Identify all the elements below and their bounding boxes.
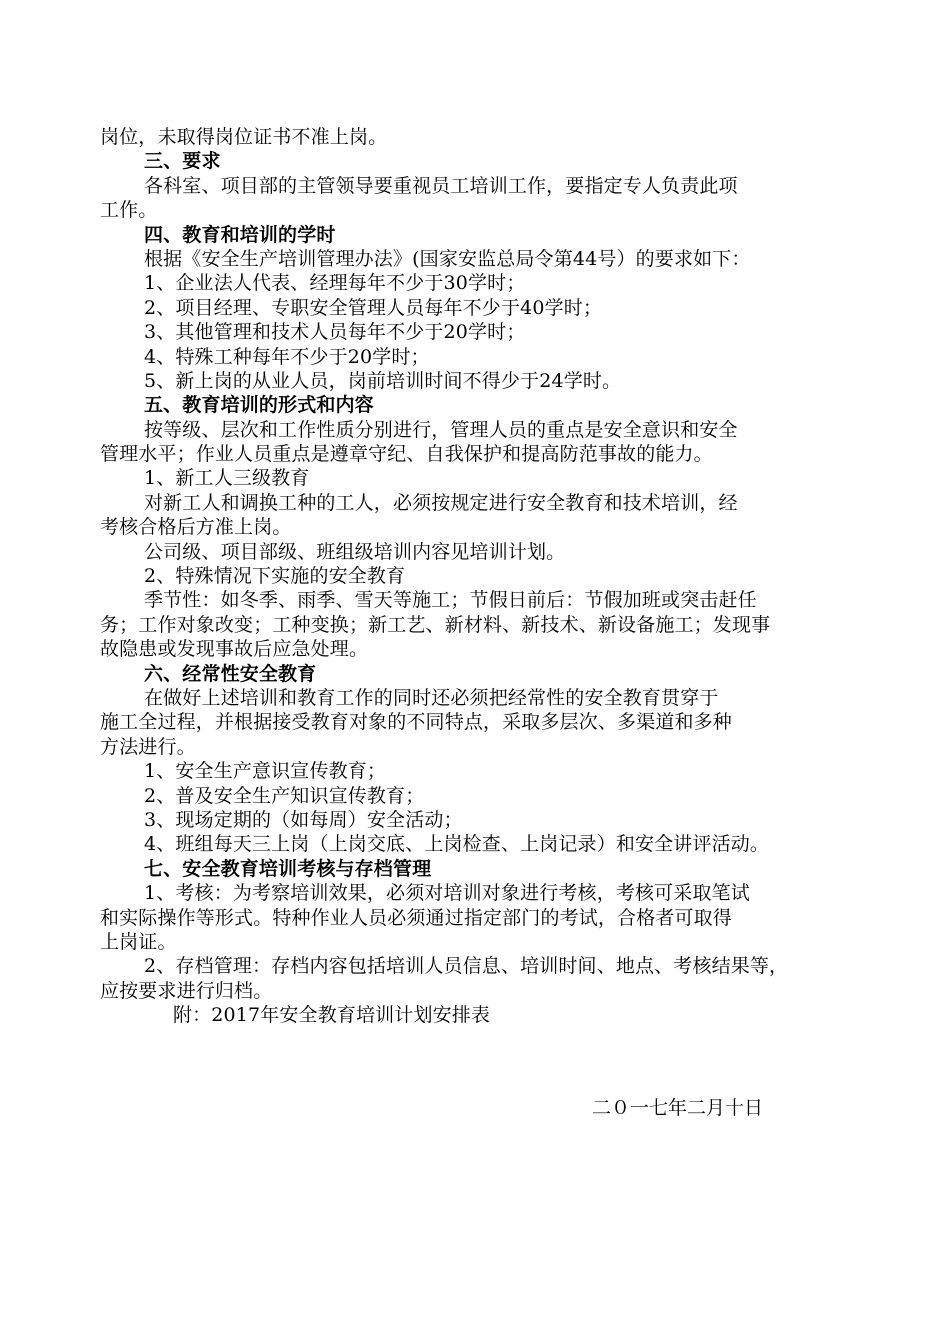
text-line: 季节性：如冬季、雨季、雪天等施工；节假日前后：节假加班或突击赶任 (144, 589, 757, 612)
section-heading: 四、教育和培训的学时 (144, 223, 336, 246)
text-line: 5、新上岗的从业人员，岗前培训时间不得少于24学时。 (144, 369, 622, 392)
text-line: 公司级、项目部级、班组级培训内容见培训计划。 (144, 540, 566, 563)
text-line: 4、特殊工种每年不少于20学时； (144, 345, 430, 368)
section-heading: 七、安全教育培训考核与存档管理 (144, 857, 432, 880)
text-line: 管理水平；作业人员重点是遵章守纪、自我保护和提高防范事故的能力。 (100, 443, 713, 466)
text-line: 附：2017年安全教育培训计划安排表 (173, 1004, 491, 1027)
document-body (100, 125, 830, 1027)
text-line: 3、其他管理和技术人员每年不少于20学时； (144, 321, 526, 344)
text-line: 根据《安全生产培训管理办法》(国家安监总局令第44号）的要求如下： (144, 247, 751, 270)
text-line: 工作。 (100, 199, 158, 222)
text-line: 1、企业法人代表、经理每年不少于30学时； (144, 272, 526, 295)
text-line: 2、特殊情况下实施的安全教育 (144, 565, 406, 588)
text-line: 2、存档管理：存档内容包括培训人员信息、培训时间、地点、考核结果等， (144, 955, 789, 978)
section-heading: 六、经常性安全教育 (144, 662, 317, 685)
text-line: 和实际操作等形式。特种作业人员必须通过指定部门的考试，合格者可取得 (100, 906, 732, 929)
text-line: 2、项目经理、专职安全管理人员每年不少于40学时； (144, 296, 603, 319)
text-line: 上岗证。 (100, 930, 177, 953)
text-line: 按等级、层次和工作性质分别进行，管理人员的重点是安全意识和安全 (144, 418, 738, 441)
text-line: 应按要求进行归档。 (100, 979, 273, 1002)
text-line: 各科室、项目部的主管领导要重视员工培训工作，要指定专人负责此项 (144, 174, 738, 197)
text-line: 务；工作对象改变；工种变换；新工艺、新材料、新技术、新设备施工；发现事 (100, 613, 771, 636)
text-line: 4、班组每天三上岗（上岗交底、上岗检查、上岗记录）和安全讲评活动。 (144, 833, 770, 856)
text-line: 故隐患或发现事故后应急处理。 (100, 638, 369, 661)
section-heading: 五、教育培训的形式和内容 (144, 394, 374, 417)
text-line: 考核合格后方准上岗。 (100, 516, 292, 539)
text-line: 施工全过程，并根据接受教育对象的不同特点，采取多层次、多渠道和多种 (100, 711, 732, 734)
text-line: 在做好上述培训和教育工作的同时还必须把经常性的安全教育贯穿于 (144, 686, 719, 709)
text-line: 2、普及安全生产知识宣传教育； (144, 784, 425, 807)
text-line: 3、现场定期的（如每周）安全活动； (144, 808, 463, 831)
text-line: 1、安全生产意识宣传教育； (144, 760, 387, 783)
section-heading: 三、要求 (144, 150, 221, 173)
document-date: 二０一七年二月十日 (592, 1097, 764, 1119)
text-line: 岗位，未取得岗位证书不准上岗。 (100, 126, 388, 148)
text-line: 1、考核：为考察培训效果，必须对培训对象进行考核，考核可采取笔试 (144, 882, 750, 905)
text-line: 方法进行。 (100, 735, 196, 758)
text-line: 1、新工人三级教育 (144, 467, 310, 490)
text-line: 对新工人和调换工种的工人，必须按规定进行安全教育和技术培训，经 (144, 491, 738, 514)
